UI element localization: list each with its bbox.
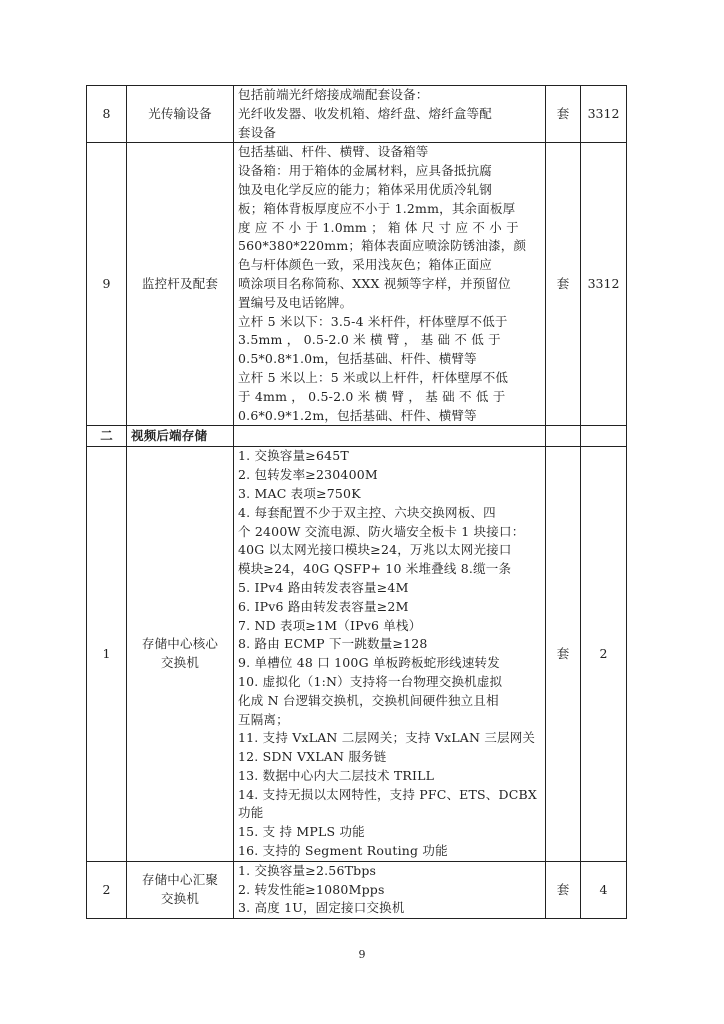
unit-cell [546,447,581,862]
spec-line: 14. 支持无损以太网特性，支持 PFC、ETS、DCBX [238,786,537,802]
spec-line: 板；箱体背板厚度应不小于 1.2mm，其余面板厚 [238,200,516,216]
quantity-cell [581,426,627,447]
page-number: 9 [358,948,366,961]
table-row [87,447,627,862]
item-name-line: 存储中心汇聚 [141,872,219,888]
quantity-cell [581,861,627,918]
spec-cell [234,861,546,918]
unit: 套 [556,645,570,661]
spec-line: 立杆 5 米以上：5 米或以上杆件，杆体壁厚不低 [238,369,509,385]
item-number-cell [87,861,127,918]
spec-cell [234,143,546,426]
item-name-line: 视频后端存储 [131,428,208,444]
unit-cell [546,861,581,918]
spec-line: 蚀及电化学反应的能力；箱体采用优质冷轧钢 [238,181,493,197]
spec-line: 0.6*0.9*1.2m，包括基础、杆件、横臂等 [238,407,477,423]
item-number-cell [87,426,127,447]
spec-line: 6. IPv6 路由转发表容量≥2M [238,598,409,614]
item-number-cell [87,447,127,862]
spec-line: 置编号及电话铭牌。 [238,294,353,310]
spec-line: 包括基础、杆件、横臂、设备箱等 [238,144,429,160]
spec-line: 立杆 5 米以下：3.5-4 米杆件，杆体壁厚不低于 [238,313,508,329]
quantity: 2 [599,645,608,661]
item-number: 2 [102,881,111,897]
item-number: 9 [102,275,111,291]
spec-line: 1. 交换容量≥2.56Tbps [238,862,377,878]
item-number: 8 [102,105,111,121]
quantity: 3312 [587,105,620,121]
spec-line: 设备箱：用于箱体的金属材料，应具备抵抗腐 [238,163,493,179]
item-name-line: 光传输设备 [148,105,212,121]
item-number-cell [87,143,127,426]
spec-line: 0.5*0.8*1.0m，包括基础、杆件、横臂等 [238,351,477,367]
spec-line: 5. IPv4 路由转发表容量≥4M [238,579,409,595]
equipment-spec-table [86,85,627,919]
spec-line: 4. 每套配置不少于双主控、六块交换网板、四 [238,504,496,520]
unit: 套 [556,275,570,291]
spec-line: 包括前端光纤熔接成端配套设备： [238,87,429,102]
spec-line: 10. 虚拟化（1:N）支持将一台物理交换机虚拟 [238,673,503,689]
item-name-cell [127,426,234,447]
section-row [87,426,627,447]
spec-line: 12. SDN VXLAN 服务链 [238,749,387,765]
quantity-cell [581,143,627,426]
spec-line: 度 应 不 小 于 1.0mm ； 箱 体 尺 寸 应 不 小 于 [238,219,519,235]
spec-line: 互隔离； [238,711,289,727]
item-name-line: 监控杆及配套 [141,275,219,291]
unit-cell [546,143,581,426]
item-number: 二 [100,428,113,444]
spec-line: 2. 转发性能≥1080Mpps [238,881,385,897]
spec-cell [234,426,546,447]
table-row [87,861,627,918]
unit: 套 [556,881,570,897]
quantity-cell [581,447,627,862]
spec-line: 喷涂项目名称简称、XXX 视频等字样，并预留位 [238,275,511,291]
spec-line: 16. 支持的 Segment Routing 功能 [238,843,448,859]
item-name-cell [127,861,234,918]
spec-line: 个 2400W 交流电源、防火墙安全板卡 1 块接口： [238,523,525,539]
spec-line: 模块≥24，40G QSFP+ 10 米堆叠线 8.缆一条 [238,561,512,577]
spec-line: 化成 N 台逻辑交换机，交换机间硬件独立且相 [238,692,499,708]
spec-line: 3. 高度 1U，固定接口交换机 [238,900,405,916]
spec-line: 15. 支 持 MPLS 功能 [238,824,365,840]
unit-cell [546,86,581,143]
spec-line: 套设备 [238,124,277,140]
table-row [87,143,627,426]
spec-line: 于 4mm ， 0.5-2.0 米 横 臂 ， 基 础 不 低 于 [238,388,506,404]
spec-line: 光纤收发器、收发机箱、熔纤盘、熔纤盒等配 [238,105,493,121]
unit: 套 [556,105,570,121]
spec-line: 9. 单槽位 48 口 100G 单板跨板蛇形线速转发 [238,655,500,671]
spec-line: 11. 支持 VxLAN 二层网关；支持 VxLAN 三层网关 [238,730,536,746]
quantity-cell [581,86,627,143]
spec-line: 3.5mm ， 0.5-2.0 米 横 臂 ， 基 础 不 低 于 [238,332,501,348]
item-name-line: 存储中心核心 [141,636,219,652]
spec-line: 功能 [238,805,264,821]
spec-line: 40G 以太网光接口模块≥24，万兆以太网光接口 [238,542,512,558]
item-number-cell [87,86,127,143]
spec-line: 8. 路由 ECMP 下一跳数量≥128 [238,636,428,652]
spec-line: 7. ND 表项≥1M（IPv6 单栈） [238,617,422,633]
spec-line: 3. MAC 表项≥750K [238,485,361,501]
spec-cell [234,447,546,862]
item-name-line: 交换机 [160,891,200,907]
quantity: 4 [599,881,608,897]
unit-cell [546,426,581,447]
spec-line: 2. 包转发率≥230400M [238,467,378,483]
spec-line: 色与杆体颜色一致，采用浅灰色；箱体正面应 [238,257,493,273]
spec-cell [234,86,546,143]
spec-line: 13. 数据中心内大二层技术 TRILL [238,767,435,783]
item-name-cell [127,447,234,862]
item-name-cell [127,143,234,426]
spec-line: 560*380*220mm；箱体表面应喷涂防锈油漆，颜 [238,238,527,254]
spec-line: 1. 交换容量≥645T [238,448,349,464]
quantity: 3312 [587,275,620,291]
item-name-line: 交换机 [160,655,200,671]
item-name-cell [127,86,234,143]
item-number: 1 [102,645,111,661]
table-row [87,86,627,143]
